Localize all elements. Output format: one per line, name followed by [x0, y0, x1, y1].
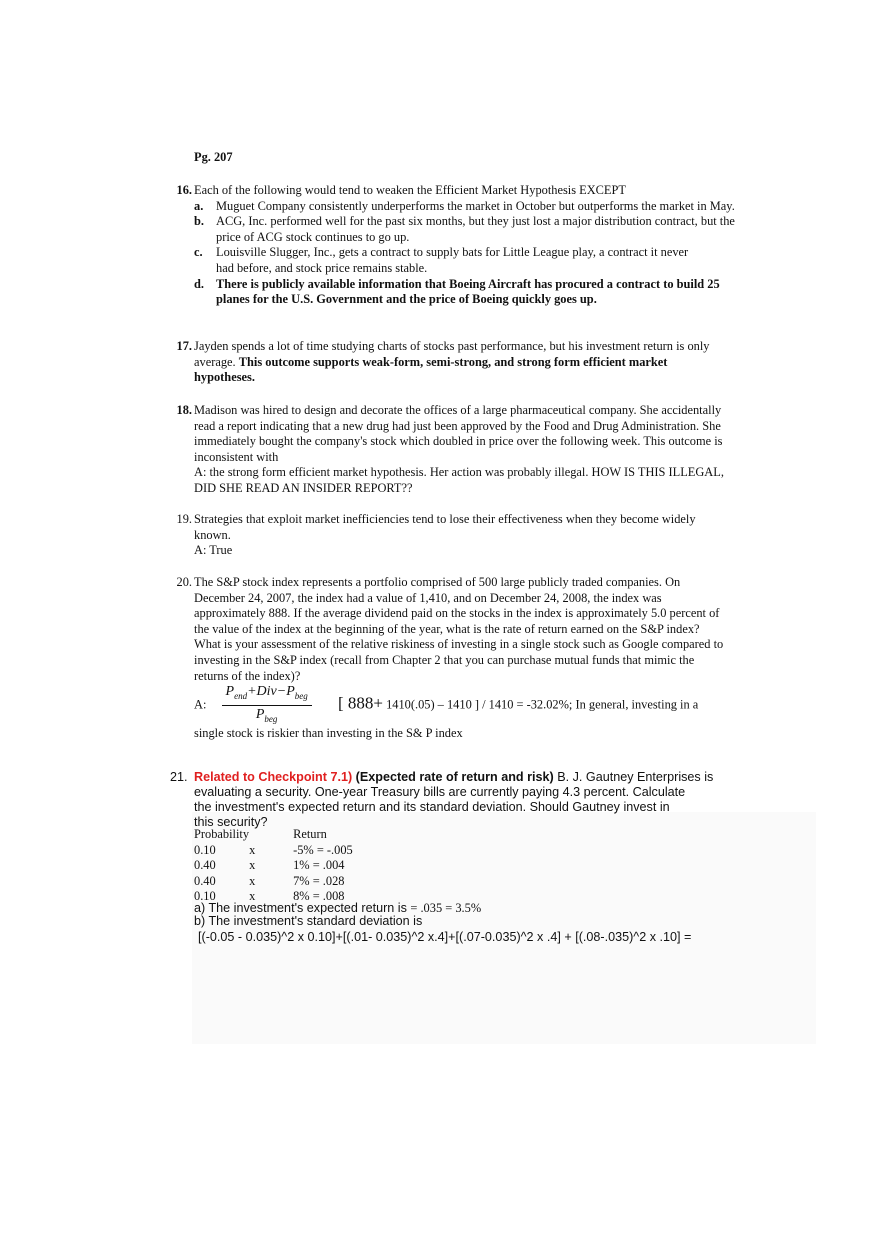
question-text: The S&P stock index represents a portfolio comprised of 500 large publicly traded companies. On December 24, 2007, the index had a value of 1,410, and on December 24, 2008, the index was approximately 888. If the average dividend paid on the stocks in the index is approximately 5.0 percent of the value of the index at the beginning of the year, what is the rate of return earned on the S&P index? What is your assessment of the relative riskiness of investing in a single stock such as Google compared to investing in the S&P index (recall from Chapter 2 that you can purchase mutual funds that mimic the returns of the index)? [194, 575, 724, 683]
option-letter: b. [194, 214, 204, 229]
table-cell: 0.10 [194, 842, 216, 857]
formula-numerator: $P_{end}+Div-P_{beg}$ [222, 684, 312, 706]
answer-text: A: True [194, 543, 233, 558]
return-formula [222, 684, 312, 728]
option-b [194, 214, 736, 245]
option-c [194, 245, 706, 276]
option-a [194, 199, 736, 215]
question-number: 20. [176, 575, 192, 589]
column-header: Return [293, 827, 327, 841]
question-21 [170, 770, 730, 830]
question-text: Strategies that exploit market inefficiencies tend to lose their effectiveness when they become widely known. [194, 512, 696, 542]
option-text: There is publicly available information that Boeing Aircraft has procured a contract to build 25 planes for the U.S. Government and the price of Boeing quickly goes up. [216, 276, 720, 307]
standard-deviation-label: b) The investment's standard deviation is [194, 914, 423, 928]
answer-text: A: the strong form efficient market hypothesis. Her action was probably illegal. HOW IS THIS ILLEGAL, DID SHE READ AN INSIDER REPORT?? [194, 465, 724, 495]
option-text: Muguet Company consistently underperforms the market in October but outperforms the market in May. [216, 198, 735, 213]
answer-20-formula-line [194, 684, 754, 728]
table-header-row [194, 827, 353, 843]
table-row [194, 874, 353, 890]
answer-20-conclusion: single stock is riskier than investing in the S& P index [194, 726, 463, 740]
table-cell: 0.10 [194, 889, 216, 904]
column-header [249, 827, 293, 843]
table-cell: -5% = -.005 [293, 842, 353, 857]
question-number: 16. [176, 183, 192, 197]
checkpoint-reference: Related to Checkpoint 7.1) [194, 770, 353, 784]
table-row [194, 843, 353, 859]
table-cell: x [249, 889, 256, 904]
table-cell: 8% = .008 [293, 889, 345, 904]
table-cell: x [249, 842, 256, 857]
option-text: ACG, Inc. performed well for the past six months, but they just lost a major distribution contract, but the price of ACG stock continues to go up. [216, 214, 735, 244]
option-letter: a. [194, 198, 204, 213]
option-letter: c. [194, 245, 203, 260]
table-cell: x [249, 858, 256, 873]
probability-table [194, 827, 353, 905]
option-letter: d. [194, 276, 204, 291]
expected-return-value: = .035 = 3.5% [410, 901, 482, 915]
question-number: 17. [176, 339, 192, 353]
table-cell: x [249, 873, 256, 888]
question-number: 21. [170, 770, 188, 784]
table-cell: 0.40 [194, 873, 216, 888]
question-16 [176, 183, 735, 308]
question-stem: Each of the following would tend to weaken the Efficient Market Hypothesis EXCEPT [194, 183, 626, 197]
expected-return-label: a) The investment's expected return is [194, 901, 411, 915]
question-number: 19. [176, 512, 192, 526]
page-label: Pg. 207 [194, 150, 233, 164]
question-line: this security? [194, 815, 268, 829]
option-d [194, 277, 736, 308]
standard-deviation-formula: [(-0.05 - 0.035)^2 x 0.10]+[(.01- 0.035)^2 x.4]+[(.07-0.035)^2 x .4] + [(.08-.035)^2 x .10] = [198, 930, 692, 944]
question-line: evaluating a security. One-year Treasury bills are currently paying 4.3 percent. Calculate [194, 785, 686, 799]
question-line: the investment's expected return and its standard deviation. Should Gautney invest in [194, 800, 670, 814]
question-text: Jayden spends a lot of time studying charts of stocks past performance, but his investment return is only average. [194, 339, 710, 369]
question-17 [176, 339, 719, 386]
table-cell: 0.40 [194, 858, 216, 873]
question-20 [176, 575, 729, 684]
question-19 [176, 512, 714, 559]
table-cell: 1% = .004 [293, 858, 345, 873]
calculation-bracket: [ 888+ [337, 693, 383, 713]
table-cell: 7% = .028 [293, 873, 345, 888]
question-18 [176, 403, 729, 497]
option-text: Louisville Slugger, Inc., gets a contract to supply bats for Little League play, a contract it never had before, and stock price remains stable. [216, 245, 689, 275]
column-header: Probability [194, 827, 250, 841]
table-row [194, 858, 353, 874]
calculation-text: 1410(.05) – 1410 ] / 1410 = -32.02%; In general, investing in a [382, 697, 699, 712]
question-topic: (Expected rate of return and risk) [355, 770, 554, 784]
question-text: Madison was hired to design and decorate the offices of a large pharmaceutical company. She accidentally read a report indicating that a new drug had just been approved by the Food and Drug Administration. She immediately bought the company's stock which doubled in price over the following week. This outcome is inconsistent with [194, 403, 723, 464]
formula-denominator: $P_{beg}$ [255, 707, 278, 725]
answer-prefix: A: [194, 697, 207, 712]
answer-text: This outcome supports weak-form, semi-strong, and strong form efficient market hypotheses. [194, 354, 668, 385]
question-line: B. J. Gautney Enterprises is [557, 770, 714, 784]
question-number: 18. [176, 403, 192, 417]
